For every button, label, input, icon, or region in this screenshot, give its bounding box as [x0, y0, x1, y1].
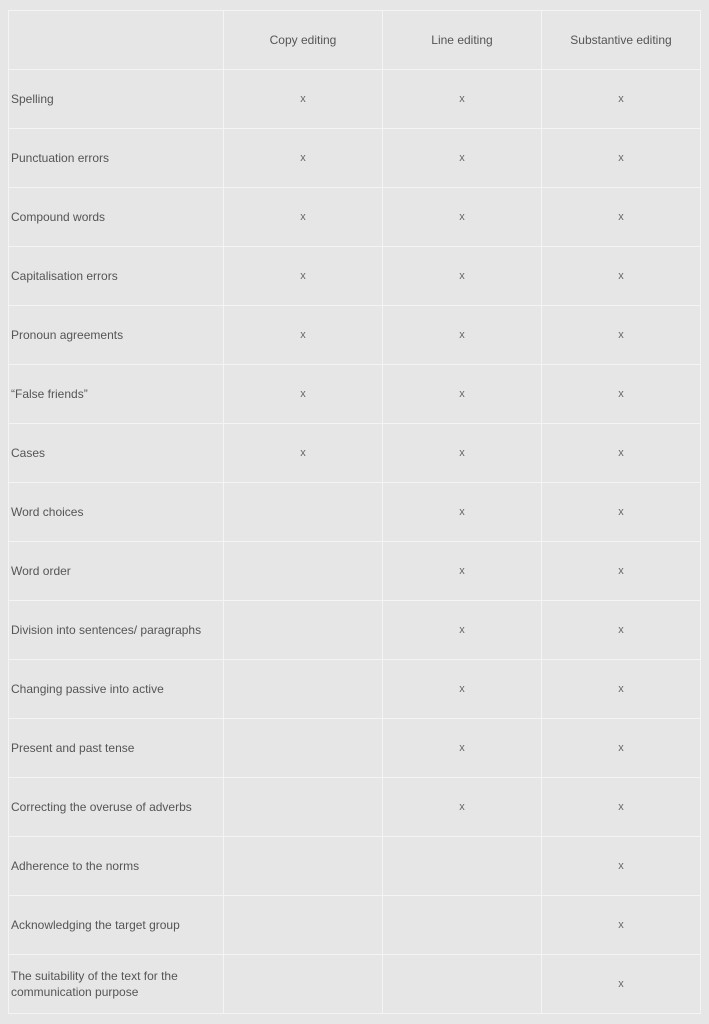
table-row	[9, 896, 701, 955]
copy-editing-mark	[224, 837, 383, 896]
substantive-editing-mark: x	[542, 129, 701, 188]
substantive-editing-mark: x	[542, 424, 701, 483]
table-row	[9, 778, 701, 837]
table-row	[9, 660, 701, 719]
substantive-editing-mark: x	[542, 837, 701, 896]
editing-comparison-table	[8, 10, 701, 1014]
row-label: Acknowledging the target group	[9, 896, 224, 955]
copy-editing-mark	[224, 778, 383, 837]
line-editing-mark	[383, 837, 542, 896]
header-copy-editing: Copy editing	[224, 11, 383, 70]
header-row	[9, 11, 701, 70]
table-row	[9, 601, 701, 660]
copy-editing-mark: x	[224, 365, 383, 424]
header-substantive-editing: Substantive editing	[542, 11, 701, 70]
row-label: Pronoun agreements	[9, 306, 224, 365]
line-editing-mark: x	[383, 719, 542, 778]
table-row	[9, 955, 701, 1014]
copy-editing-mark	[224, 601, 383, 660]
header-line-editing: Line editing	[383, 11, 542, 70]
row-label: Capitalisation errors	[9, 247, 224, 306]
table-row	[9, 247, 701, 306]
copy-editing-mark	[224, 542, 383, 601]
line-editing-mark: x	[383, 306, 542, 365]
table-row	[9, 837, 701, 896]
table-row	[9, 306, 701, 365]
row-label: Word choices	[9, 483, 224, 542]
copy-editing-mark	[224, 660, 383, 719]
copy-editing-mark: x	[224, 424, 383, 483]
line-editing-mark: x	[383, 660, 542, 719]
line-editing-mark	[383, 955, 542, 1014]
table-row	[9, 424, 701, 483]
table-row	[9, 719, 701, 778]
line-editing-mark: x	[383, 188, 542, 247]
row-label: Cases	[9, 424, 224, 483]
copy-editing-mark: x	[224, 306, 383, 365]
line-editing-mark: x	[383, 70, 542, 129]
line-editing-mark: x	[383, 365, 542, 424]
substantive-editing-mark: x	[542, 188, 701, 247]
table-row	[9, 542, 701, 601]
row-label: Changing passive into active	[9, 660, 224, 719]
copy-editing-mark	[224, 896, 383, 955]
copy-editing-mark: x	[224, 70, 383, 129]
line-editing-mark: x	[383, 542, 542, 601]
substantive-editing-mark: x	[542, 660, 701, 719]
row-label: Present and past tense	[9, 719, 224, 778]
line-editing-mark: x	[383, 129, 542, 188]
row-label: “False friends”	[9, 365, 224, 424]
row-label: Spelling	[9, 70, 224, 129]
substantive-editing-mark: x	[542, 365, 701, 424]
row-label: Punctuation errors	[9, 129, 224, 188]
substantive-editing-mark: x	[542, 70, 701, 129]
substantive-editing-mark: x	[542, 955, 701, 1014]
substantive-editing-mark: x	[542, 247, 701, 306]
table-row	[9, 483, 701, 542]
substantive-editing-mark: x	[542, 483, 701, 542]
substantive-editing-mark: x	[542, 542, 701, 601]
copy-editing-mark	[224, 955, 383, 1014]
row-label: The suitability of the text for the communication purpose	[9, 955, 224, 1014]
copy-editing-mark: x	[224, 247, 383, 306]
substantive-editing-mark: x	[542, 601, 701, 660]
line-editing-mark: x	[383, 778, 542, 837]
table-row	[9, 70, 701, 129]
line-editing-mark: x	[383, 424, 542, 483]
substantive-editing-mark: x	[542, 719, 701, 778]
row-label: Word order	[9, 542, 224, 601]
line-editing-mark: x	[383, 601, 542, 660]
row-label: Division into sentences/ paragraphs	[9, 601, 224, 660]
row-label: Correcting the overuse of adverbs	[9, 778, 224, 837]
copy-editing-mark: x	[224, 129, 383, 188]
row-label: Compound words	[9, 188, 224, 247]
line-editing-mark: x	[383, 247, 542, 306]
table-row	[9, 365, 701, 424]
line-editing-mark	[383, 896, 542, 955]
copy-editing-mark	[224, 483, 383, 542]
substantive-editing-mark: x	[542, 778, 701, 837]
table-row	[9, 188, 701, 247]
copy-editing-mark	[224, 719, 383, 778]
substantive-editing-mark: x	[542, 896, 701, 955]
copy-editing-mark: x	[224, 188, 383, 247]
substantive-editing-mark: x	[542, 306, 701, 365]
row-label: Adherence to the norms	[9, 837, 224, 896]
table-row	[9, 129, 701, 188]
line-editing-mark: x	[383, 483, 542, 542]
header-corner-cell	[9, 11, 224, 70]
